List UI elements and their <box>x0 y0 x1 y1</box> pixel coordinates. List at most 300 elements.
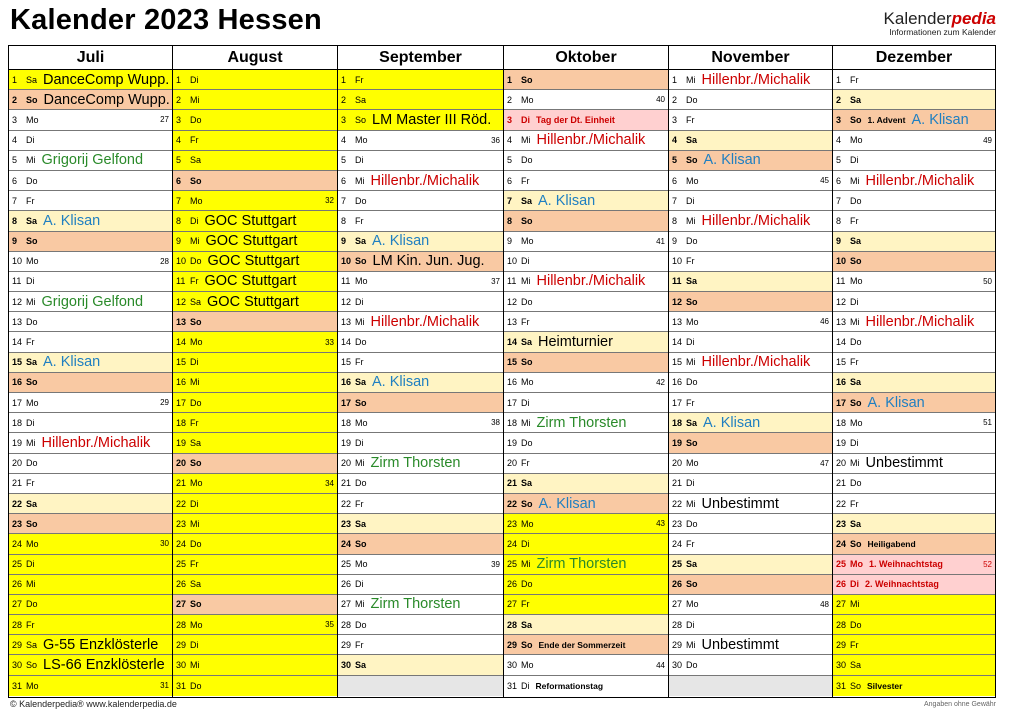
weekday: Fr <box>190 559 199 570</box>
weekday: Sa <box>190 579 202 590</box>
week-number: 39 <box>491 559 500 569</box>
day-cell[interactable] <box>173 110 337 130</box>
weekday: Di <box>26 559 35 570</box>
day-number: 8 <box>672 215 678 226</box>
day-cell[interactable] <box>173 90 337 110</box>
weekday: Do <box>850 195 862 206</box>
day-number: 1 <box>836 74 842 85</box>
month-column-august <box>173 46 338 697</box>
day-cell[interactable] <box>173 373 337 393</box>
day-cell[interactable] <box>338 474 503 494</box>
day-number: 28 <box>176 619 187 630</box>
day-cell[interactable] <box>504 494 668 514</box>
day-cell[interactable] <box>504 373 668 393</box>
day-cell[interactable] <box>504 676 668 696</box>
day-number: 3 <box>507 114 513 125</box>
day-cell[interactable] <box>833 232 995 252</box>
day-cell[interactable] <box>833 595 995 615</box>
weekday: Di <box>686 619 695 630</box>
day-number: 2 <box>12 94 18 105</box>
day-cell[interactable] <box>669 433 832 453</box>
weekday: Fr <box>521 458 530 469</box>
weekday: Mi <box>850 458 860 469</box>
day-number: 23 <box>507 518 518 529</box>
day-cell[interactable] <box>9 252 172 272</box>
day-cell[interactable] <box>9 90 172 110</box>
day-cell[interactable] <box>173 131 337 151</box>
day-cell[interactable] <box>338 232 503 252</box>
day-number: 20 <box>836 458 847 469</box>
weekday: Do <box>26 175 38 186</box>
day-cell[interactable] <box>173 292 337 312</box>
weekday: Fr <box>850 498 859 509</box>
weekday: Sa <box>26 74 38 85</box>
event-label: Hillenbr./Michalik <box>370 172 480 189</box>
week-number: 41 <box>656 236 665 246</box>
day-cell[interactable] <box>338 90 503 110</box>
day-cell[interactable] <box>504 292 668 312</box>
day-number: 15 <box>12 357 23 368</box>
day-cell[interactable] <box>669 353 832 373</box>
day-cell[interactable] <box>9 312 172 332</box>
day-cell[interactable] <box>173 474 337 494</box>
day-cell[interactable] <box>9 514 172 534</box>
day-cell[interactable] <box>9 373 172 393</box>
day-number: 2 <box>672 94 678 105</box>
day-cell[interactable] <box>669 70 832 90</box>
day-cell[interactable] <box>173 191 337 211</box>
day-cell[interactable] <box>9 272 172 292</box>
day-number: 8 <box>836 215 842 226</box>
day-cell[interactable] <box>173 171 337 191</box>
day-cell[interactable] <box>669 454 832 474</box>
day-cell[interactable] <box>173 70 337 90</box>
day-cell[interactable] <box>669 211 832 231</box>
day-cell[interactable] <box>504 575 668 595</box>
day-number: 16 <box>672 377 683 388</box>
weekday: Mo <box>521 236 534 247</box>
day-cell[interactable] <box>504 353 668 373</box>
brand-logo[interactable] <box>884 10 996 37</box>
footer-copyright[interactable]: © Kalenderpedia® www.kalenderpedia.de <box>10 699 177 709</box>
day-cell[interactable] <box>173 312 337 332</box>
day-cell[interactable] <box>9 413 172 433</box>
weekday: So <box>521 74 533 85</box>
day-cell[interactable] <box>833 131 995 151</box>
day-cell[interactable] <box>504 393 668 413</box>
day-number: 18 <box>341 417 352 428</box>
day-cell[interactable] <box>9 595 172 615</box>
day-cell[interactable] <box>504 70 668 90</box>
day-cell[interactable] <box>338 292 503 312</box>
day-cell[interactable] <box>9 332 172 352</box>
day-cell[interactable] <box>338 575 503 595</box>
day-number: 20 <box>12 458 23 469</box>
event-label: GOC Stuttgart <box>204 273 297 290</box>
weekday: Fr <box>26 337 35 348</box>
day-number: 9 <box>507 236 513 247</box>
weekday: Fr <box>190 276 199 287</box>
weekday: Fr <box>850 74 859 85</box>
day-cell[interactable] <box>173 332 337 352</box>
day-cell[interactable] <box>833 70 995 90</box>
day-cell[interactable] <box>669 191 832 211</box>
weekday: Mi <box>686 498 696 509</box>
weekday: Sa <box>26 357 38 368</box>
day-cell[interactable] <box>9 635 172 655</box>
event-label: Reformationstag <box>535 680 604 691</box>
weekday: Sa <box>850 660 862 671</box>
day-cell[interactable] <box>9 555 172 575</box>
day-cell[interactable] <box>504 211 668 231</box>
day-number: 18 <box>836 417 847 428</box>
day-cell[interactable] <box>9 232 172 252</box>
day-cell[interactable] <box>338 373 503 393</box>
weekday: Sa <box>26 498 38 509</box>
day-cell[interactable] <box>833 615 995 635</box>
day-number: 5 <box>176 155 182 166</box>
day-cell[interactable] <box>338 615 503 635</box>
day-cell[interactable] <box>173 272 337 292</box>
day-cell[interactable] <box>669 131 832 151</box>
day-number: 29 <box>176 639 187 650</box>
day-cell[interactable] <box>669 534 832 554</box>
day-number: 28 <box>836 619 847 630</box>
day-cell[interactable] <box>173 454 337 474</box>
month-column-oktober <box>504 46 669 697</box>
day-cell[interactable] <box>504 615 668 635</box>
day-cell[interactable] <box>833 575 995 595</box>
day-cell[interactable] <box>669 494 832 514</box>
day-number: 26 <box>341 579 352 590</box>
day-cell[interactable] <box>9 393 172 413</box>
weekday: Mo <box>190 195 203 206</box>
day-cell[interactable] <box>833 90 995 110</box>
day-cell[interactable] <box>9 292 172 312</box>
day-cell[interactable] <box>669 90 832 110</box>
day-cell[interactable] <box>338 70 503 90</box>
day-cell[interactable] <box>504 110 668 130</box>
day-cell[interactable] <box>669 171 832 191</box>
weekday: Do <box>26 316 38 327</box>
weekday: Di <box>190 215 199 226</box>
day-number: 22 <box>341 498 352 509</box>
day-cell[interactable] <box>669 413 832 433</box>
day-cell[interactable] <box>504 131 668 151</box>
day-number: 13 <box>341 316 352 327</box>
weekday: Sa <box>521 337 533 348</box>
day-cell[interactable] <box>9 171 172 191</box>
day-cell[interactable] <box>338 171 503 191</box>
day-cell[interactable] <box>504 312 668 332</box>
day-cell[interactable] <box>173 514 337 534</box>
day-number: 5 <box>12 155 18 166</box>
day-cell[interactable] <box>338 332 503 352</box>
day-cell[interactable] <box>173 676 337 696</box>
day-cell[interactable] <box>833 272 995 292</box>
weekday: Fr <box>190 417 199 428</box>
day-cell[interactable] <box>173 555 337 575</box>
day-cell[interactable] <box>833 474 995 494</box>
day-cell[interactable] <box>338 595 503 615</box>
day-cell[interactable] <box>669 575 832 595</box>
day-cell[interactable] <box>833 211 995 231</box>
day-number: 17 <box>672 397 683 408</box>
day-cell[interactable] <box>669 635 832 655</box>
event-label: Unbestimmt <box>701 636 779 653</box>
empty-cell <box>338 676 503 696</box>
day-number: 11 <box>507 276 517 287</box>
day-number: 27 <box>12 599 23 610</box>
day-cell[interactable] <box>669 555 832 575</box>
day-cell[interactable] <box>9 454 172 474</box>
day-cell[interactable] <box>9 191 172 211</box>
month-header: Dezember <box>833 46 995 70</box>
day-cell[interactable] <box>338 353 503 373</box>
day-cell[interactable] <box>833 494 995 514</box>
day-cell[interactable] <box>338 413 503 433</box>
day-number: 10 <box>341 256 352 267</box>
day-cell[interactable] <box>669 110 832 130</box>
weekday: Mo <box>850 135 863 146</box>
day-cell[interactable] <box>173 615 337 635</box>
event-label: Heiligabend <box>867 538 916 549</box>
day-cell[interactable] <box>669 655 832 675</box>
day-cell[interactable] <box>338 514 503 534</box>
day-number: 14 <box>836 337 847 348</box>
week-number: 46 <box>820 317 829 327</box>
day-cell[interactable] <box>833 635 995 655</box>
weekday: Mo <box>521 377 534 388</box>
day-cell[interactable] <box>9 474 172 494</box>
day-cell[interactable] <box>338 252 503 272</box>
day-cell[interactable] <box>338 635 503 655</box>
day-cell[interactable] <box>504 555 668 575</box>
day-cell[interactable] <box>504 454 668 474</box>
brand-name <box>884 10 996 27</box>
day-cell[interactable] <box>504 171 668 191</box>
day-cell[interactable] <box>338 131 503 151</box>
weekday: Mi <box>355 458 365 469</box>
weekday: So <box>521 639 533 650</box>
weekday: Mo <box>521 94 534 105</box>
weekday: Sa <box>355 94 367 105</box>
month-column-juli <box>9 46 173 697</box>
day-cell[interactable] <box>504 191 668 211</box>
day-cell[interactable] <box>833 534 995 554</box>
day-cell[interactable] <box>9 575 172 595</box>
day-cell[interactable] <box>833 252 995 272</box>
day-cell[interactable] <box>173 595 337 615</box>
day-cell[interactable] <box>669 332 832 352</box>
day-cell[interactable] <box>338 110 503 130</box>
day-cell[interactable] <box>9 676 172 696</box>
day-cell[interactable] <box>669 272 832 292</box>
day-cell[interactable] <box>173 211 337 231</box>
day-cell[interactable] <box>173 494 337 514</box>
day-cell[interactable] <box>338 555 503 575</box>
day-number: 20 <box>176 458 187 469</box>
day-cell[interactable] <box>504 474 668 494</box>
day-cell[interactable] <box>833 332 995 352</box>
day-cell[interactable] <box>173 655 337 675</box>
day-cell[interactable] <box>833 393 995 413</box>
day-cell[interactable] <box>504 514 668 534</box>
weekday: So <box>26 518 38 529</box>
day-cell[interactable] <box>9 494 172 514</box>
day-cell[interactable] <box>504 635 668 655</box>
day-cell[interactable] <box>833 292 995 312</box>
day-cell[interactable] <box>173 232 337 252</box>
day-cell[interactable] <box>338 211 503 231</box>
day-cell[interactable] <box>833 312 995 332</box>
day-cell[interactable] <box>338 191 503 211</box>
day-cell[interactable] <box>173 393 337 413</box>
day-cell[interactable] <box>833 191 995 211</box>
week-number: 42 <box>656 377 665 387</box>
day-number: 16 <box>836 377 847 388</box>
day-cell[interactable] <box>833 555 995 575</box>
day-cell[interactable] <box>504 413 668 433</box>
weekday: Mo <box>686 175 699 186</box>
day-cell[interactable] <box>833 454 995 474</box>
weekday: Sa <box>355 660 367 671</box>
day-cell[interactable] <box>833 514 995 534</box>
day-cell[interactable] <box>504 433 668 453</box>
weekday: Sa <box>190 155 202 166</box>
day-cell[interactable] <box>833 171 995 191</box>
day-cell[interactable] <box>669 373 832 393</box>
day-cell[interactable] <box>338 393 503 413</box>
day-cell[interactable] <box>504 534 668 554</box>
day-cell[interactable] <box>504 272 668 292</box>
day-cell[interactable] <box>833 110 995 130</box>
weekday: Di <box>190 357 199 368</box>
weekday: Di <box>521 114 530 125</box>
day-cell[interactable] <box>504 232 668 252</box>
day-cell[interactable] <box>833 413 995 433</box>
day-number: 15 <box>176 357 187 368</box>
day-cell[interactable] <box>338 534 503 554</box>
weekday: Mo <box>190 337 203 348</box>
day-cell[interactable] <box>669 514 832 534</box>
day-cell[interactable] <box>338 454 503 474</box>
day-number: 26 <box>12 579 23 590</box>
day-number: 2 <box>176 94 182 105</box>
day-cell[interactable] <box>9 353 172 373</box>
day-cell[interactable] <box>504 332 668 352</box>
day-cell[interactable] <box>338 655 503 675</box>
event-label: Grigorij Gelfond <box>41 293 144 310</box>
weekday: So <box>850 256 862 267</box>
day-cell[interactable] <box>669 595 832 615</box>
day-cell[interactable] <box>173 534 337 554</box>
day-cell[interactable] <box>173 635 337 655</box>
day-cell[interactable] <box>338 272 503 292</box>
weekday: Mi <box>190 518 200 529</box>
day-cell[interactable] <box>669 393 832 413</box>
day-number: 19 <box>507 437 518 448</box>
weekday: Sa <box>521 478 533 489</box>
day-cell[interactable] <box>173 252 337 272</box>
day-cell[interactable] <box>504 151 668 171</box>
weekday: Mi <box>355 316 365 327</box>
day-cell[interactable] <box>833 151 995 171</box>
week-number: 47 <box>820 458 829 468</box>
day-cell[interactable] <box>504 595 668 615</box>
day-number: 24 <box>672 538 683 549</box>
day-number: 25 <box>507 559 518 570</box>
day-cell[interactable] <box>9 615 172 635</box>
day-number: 1 <box>12 74 18 85</box>
day-cell[interactable] <box>833 433 995 453</box>
brand-name-part1: Kalender <box>883 9 952 28</box>
day-cell[interactable] <box>833 655 995 675</box>
day-cell[interactable] <box>504 252 668 272</box>
day-cell[interactable] <box>669 474 832 494</box>
weekday: Fr <box>521 599 530 610</box>
day-cell[interactable] <box>669 312 832 332</box>
day-cell[interactable] <box>669 151 832 171</box>
day-cell[interactable] <box>338 151 503 171</box>
day-cell[interactable] <box>669 615 832 635</box>
day-cell[interactable] <box>504 90 668 110</box>
day-number: 23 <box>341 518 352 529</box>
event-label: A. Klisan <box>911 111 969 128</box>
day-cell[interactable] <box>338 433 503 453</box>
day-number: 9 <box>341 236 347 247</box>
day-cell[interactable] <box>173 353 337 373</box>
day-cell[interactable] <box>669 292 832 312</box>
day-cell[interactable] <box>9 70 172 90</box>
day-number: 6 <box>836 175 842 186</box>
day-cell[interactable] <box>9 151 172 171</box>
day-cell[interactable] <box>173 413 337 433</box>
weekday: So <box>686 155 698 166</box>
week-number: 28 <box>160 256 169 266</box>
day-cell[interactable] <box>173 151 337 171</box>
event-label: Hillenbr./Michalik <box>865 172 975 189</box>
day-cell[interactable] <box>338 494 503 514</box>
weekday: Di <box>850 579 859 590</box>
day-number: 30 <box>836 660 847 671</box>
day-cell[interactable] <box>9 131 172 151</box>
day-cell[interactable] <box>173 433 337 453</box>
weekday: Di <box>355 437 364 448</box>
day-cell[interactable] <box>669 252 832 272</box>
day-number: 22 <box>507 498 518 509</box>
event-label: Hillenbr./Michalik <box>41 434 151 451</box>
day-cell[interactable] <box>9 211 172 231</box>
day-cell[interactable] <box>504 655 668 675</box>
day-cell[interactable] <box>669 232 832 252</box>
day-cell[interactable] <box>833 676 995 696</box>
day-number: 29 <box>12 639 23 650</box>
day-cell[interactable] <box>9 534 172 554</box>
day-cell[interactable] <box>9 110 172 130</box>
day-cell[interactable] <box>9 433 172 453</box>
day-number: 30 <box>507 660 518 671</box>
day-cell[interactable] <box>9 655 172 675</box>
month-header: September <box>338 46 503 70</box>
day-cell[interactable] <box>833 373 995 393</box>
day-cell[interactable] <box>338 312 503 332</box>
day-cell[interactable] <box>173 575 337 595</box>
day-number: 17 <box>341 397 352 408</box>
day-number: 15 <box>672 357 683 368</box>
day-cell[interactable] <box>833 353 995 373</box>
day-number: 6 <box>176 175 182 186</box>
